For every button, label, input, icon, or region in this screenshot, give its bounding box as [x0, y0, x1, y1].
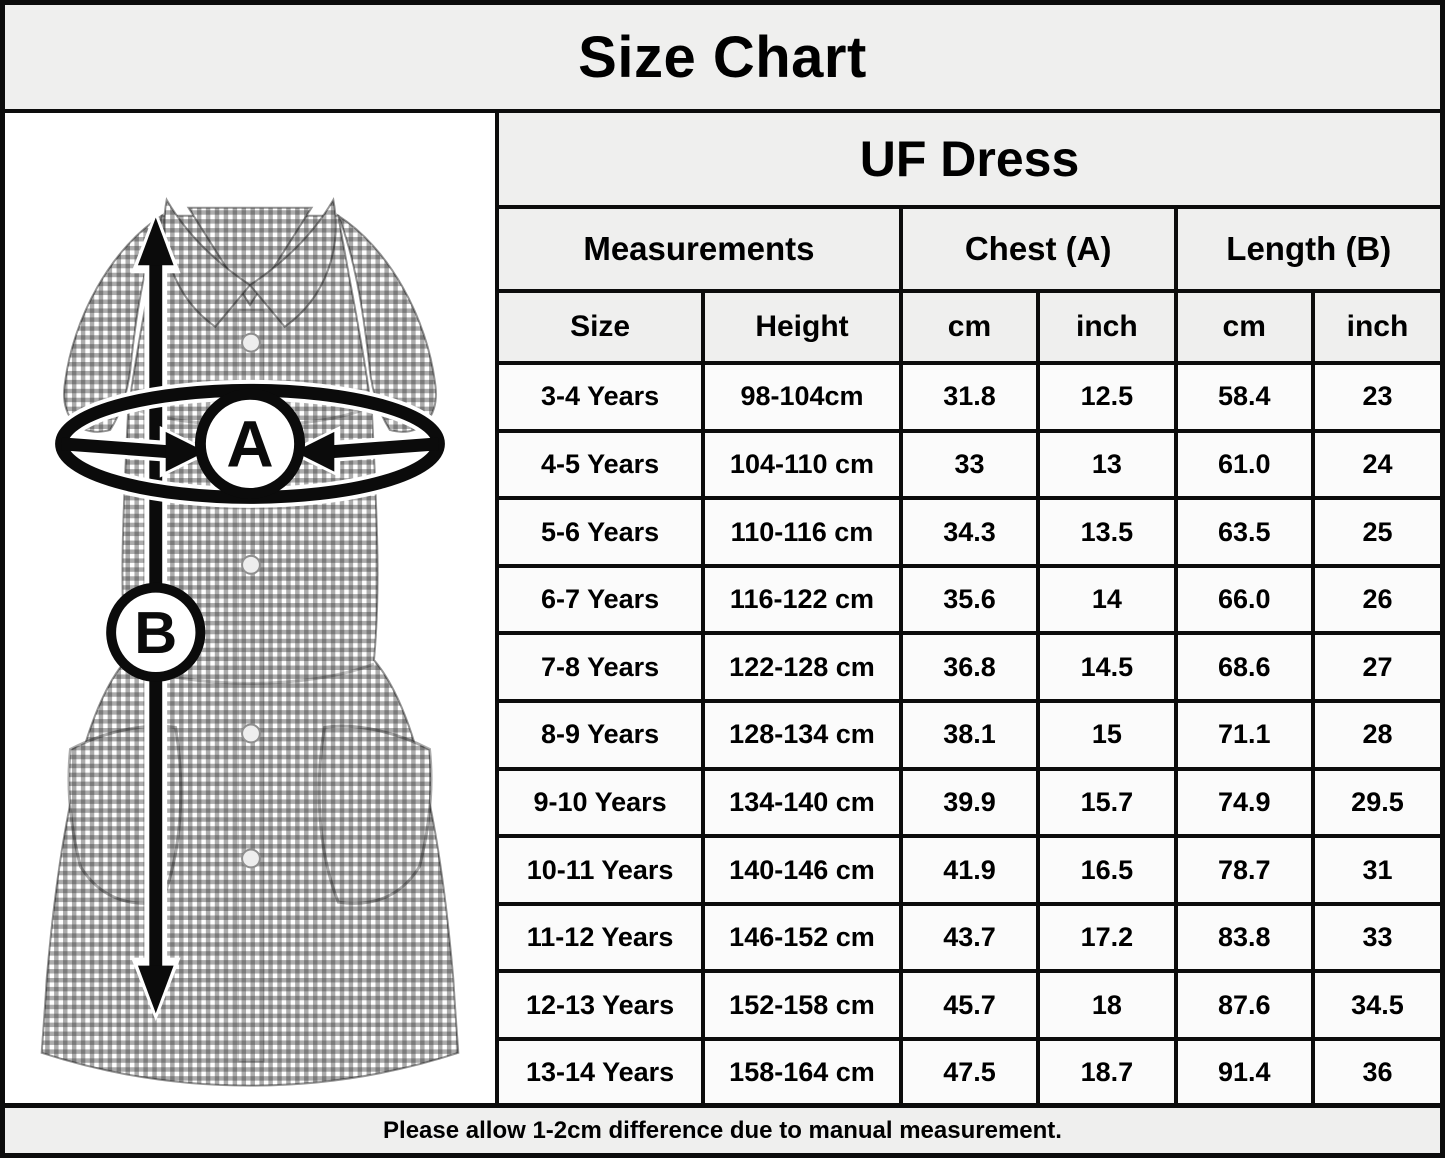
table-row — [499, 431, 1440, 499]
chest-inch-cell: 17.2 — [1038, 904, 1175, 972]
length-cm-cell: 66.0 — [1176, 566, 1313, 634]
length-inch-cell: 28 — [1313, 701, 1440, 769]
chest-inch-cell: 14 — [1038, 566, 1175, 634]
table-row — [499, 836, 1440, 904]
col-header-size: Size — [499, 291, 703, 363]
length-cm-cell: 87.6 — [1176, 971, 1313, 1039]
col-header-chest-cm: cm — [901, 291, 1038, 363]
size-table-panel — [499, 113, 1440, 1103]
length-inch-cell: 34.5 — [1313, 971, 1440, 1039]
length-label-badge — [111, 588, 200, 677]
chest-inch-cell: 13.5 — [1038, 498, 1175, 566]
length-cm-cell: 61.0 — [1176, 431, 1313, 499]
size-cell: 6-7 Years — [499, 566, 703, 634]
size-table-body — [499, 363, 1440, 1103]
height-cell: 146-152 cm — [703, 904, 901, 972]
height-cell: 140-146 cm — [703, 836, 901, 904]
length-inch-cell: 26 — [1313, 566, 1440, 634]
chest-cm-cell: 34.3 — [901, 498, 1038, 566]
length-cm-cell: 91.4 — [1176, 1039, 1313, 1103]
size-cell: 3-4 Years — [499, 363, 703, 431]
group-header-chest: Chest (A) — [901, 207, 1176, 291]
size-cell: 9-10 Years — [499, 769, 703, 837]
length-inch-cell: 25 — [1313, 498, 1440, 566]
height-cell: 152-158 cm — [703, 971, 901, 1039]
size-cell: 4-5 Years — [499, 431, 703, 499]
chest-inch-cell: 13 — [1038, 431, 1175, 499]
chest-cm-cell: 38.1 — [901, 701, 1038, 769]
length-inch-cell: 24 — [1313, 431, 1440, 499]
chest-inch-cell: 15.7 — [1038, 769, 1175, 837]
table-title: UF Dress — [499, 113, 1440, 207]
chest-cm-cell: 41.9 — [901, 836, 1038, 904]
length-inch-cell: 29.5 — [1313, 769, 1440, 837]
height-cell: 104-110 cm — [703, 431, 901, 499]
height-cell: 158-164 cm — [703, 1039, 901, 1103]
size-cell: 13-14 Years — [499, 1039, 703, 1103]
height-cell: 134-140 cm — [703, 769, 901, 837]
size-table — [499, 113, 1440, 1103]
size-cell: 11-12 Years — [499, 904, 703, 972]
table-title-row — [499, 113, 1440, 207]
page-title: Size Chart — [5, 5, 1440, 113]
table-row — [499, 971, 1440, 1039]
table-row — [499, 904, 1440, 972]
dress-illustration-panel — [5, 113, 499, 1103]
length-cm-cell: 58.4 — [1176, 363, 1313, 431]
chest-inch-cell: 18 — [1038, 971, 1175, 1039]
size-cell: 8-9 Years — [499, 701, 703, 769]
chest-label: A — [226, 407, 274, 481]
height-cell: 128-134 cm — [703, 701, 901, 769]
size-cell: 12-13 Years — [499, 971, 703, 1039]
chest-cm-cell: 31.8 — [901, 363, 1038, 431]
height-cell: 98-104cm — [703, 363, 901, 431]
group-header-measurements: Measurements — [499, 207, 901, 291]
chest-inch-cell: 18.7 — [1038, 1039, 1175, 1103]
chest-cm-cell: 33 — [901, 431, 1038, 499]
table-row — [499, 701, 1440, 769]
chest-cm-cell: 43.7 — [901, 904, 1038, 972]
chest-cm-cell: 36.8 — [901, 633, 1038, 701]
table-subheader-row — [499, 291, 1440, 363]
length-cm-cell: 74.9 — [1176, 769, 1313, 837]
height-cell: 122-128 cm — [703, 633, 901, 701]
length-cm-cell: 78.7 — [1176, 836, 1313, 904]
length-label: B — [134, 599, 178, 667]
length-inch-cell: 27 — [1313, 633, 1440, 701]
dress-illustration — [5, 113, 495, 1103]
table-group-header-row — [499, 207, 1440, 291]
footer-note: Please allow 1-2cm difference due to manual measurement. — [5, 1103, 1440, 1153]
col-header-chest-inch: inch — [1038, 291, 1175, 363]
group-header-length: Length (B) — [1176, 207, 1440, 291]
col-header-length-inch: inch — [1313, 291, 1440, 363]
chest-inch-cell: 15 — [1038, 701, 1175, 769]
table-row — [499, 498, 1440, 566]
chest-cm-cell: 35.6 — [901, 566, 1038, 634]
size-cell: 5-6 Years — [499, 498, 703, 566]
chest-inch-cell: 16.5 — [1038, 836, 1175, 904]
length-inch-cell: 33 — [1313, 904, 1440, 972]
length-inch-cell: 36 — [1313, 1039, 1440, 1103]
chest-inch-cell: 14.5 — [1038, 633, 1175, 701]
table-row — [499, 566, 1440, 634]
length-inch-cell: 23 — [1313, 363, 1440, 431]
col-header-length-cm: cm — [1176, 291, 1313, 363]
table-row — [499, 363, 1440, 431]
chest-label-badge — [200, 394, 299, 493]
gingham-dress — [42, 200, 459, 1086]
table-row — [499, 633, 1440, 701]
chest-cm-cell: 45.7 — [901, 971, 1038, 1039]
length-cm-cell: 71.1 — [1176, 701, 1313, 769]
main-content — [5, 113, 1440, 1103]
table-row — [499, 1039, 1440, 1103]
height-cell: 110-116 cm — [703, 498, 901, 566]
chest-cm-cell: 47.5 — [901, 1039, 1038, 1103]
chest-inch-cell: 12.5 — [1038, 363, 1175, 431]
height-cell: 116-122 cm — [703, 566, 901, 634]
size-cell: 10-11 Years — [499, 836, 703, 904]
col-header-height: Height — [703, 291, 901, 363]
length-cm-cell: 68.6 — [1176, 633, 1313, 701]
chest-cm-cell: 39.9 — [901, 769, 1038, 837]
size-cell: 7-8 Years — [499, 633, 703, 701]
length-cm-cell: 83.8 — [1176, 904, 1313, 972]
length-inch-cell: 31 — [1313, 836, 1440, 904]
length-cm-cell: 63.5 — [1176, 498, 1313, 566]
table-row — [499, 769, 1440, 837]
